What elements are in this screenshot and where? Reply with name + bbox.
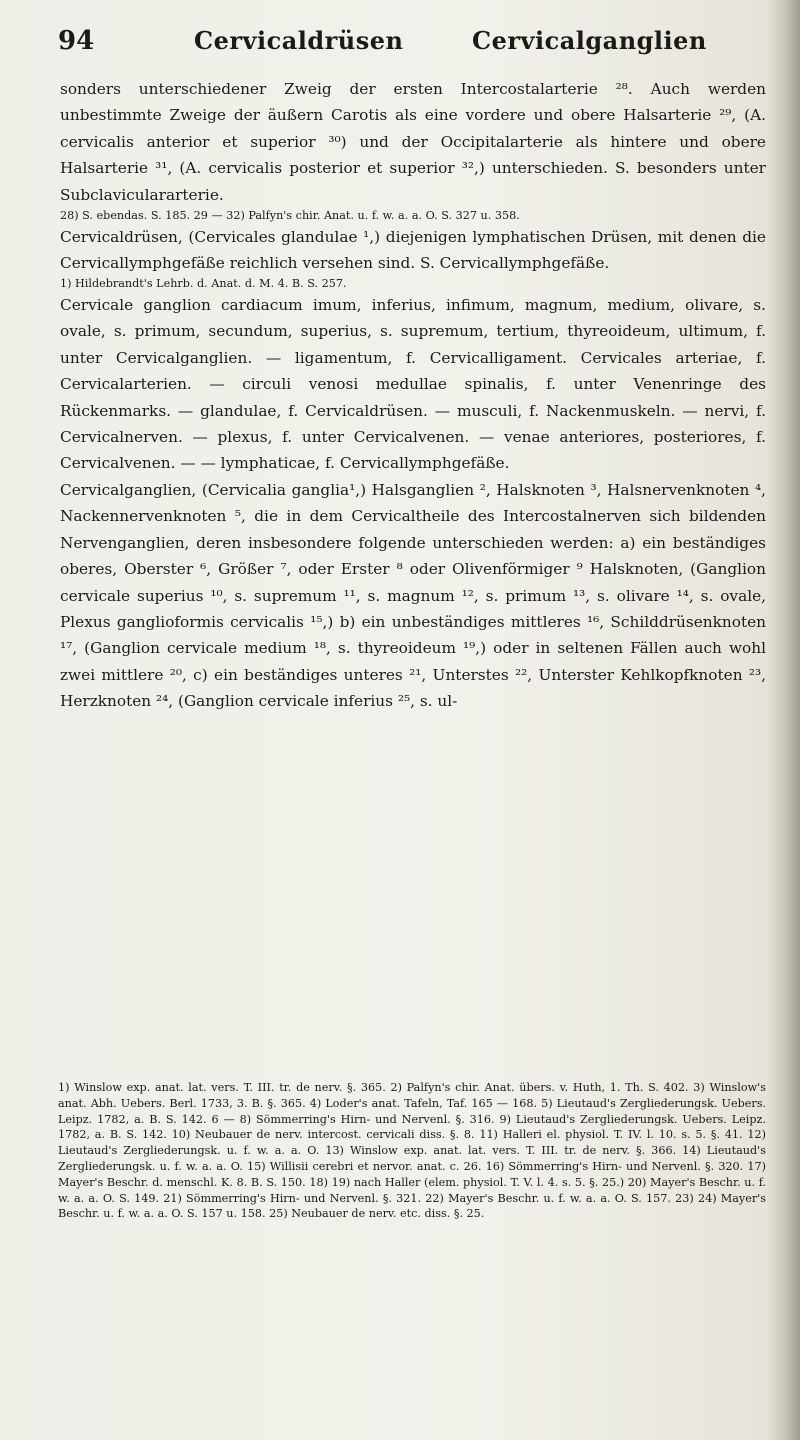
references-block-1: 28) S. ebendas. S. 185. 29 — 32) Palfyn's chir. Anat. u. f. w. a. a. O. S. 327 u. 358. xyxy=(60,209,520,223)
footnotes xyxy=(58,1080,766,1222)
entry-cervicalganglien: Cervicalganglien, (Cervicalia ganglia¹,) Halsganglien ², Halsknoten ³, Halsnervenknoten ⁴, Nackennervenknoten ⁵, die in dem Cervicaltheile des Intercostalnerven sich bildenden Nervenganglien, deren insbesondere folgende unterschieden werden: a) ein beständiges oberes, Oberster ⁶, Größer ⁷, oder Erster ⁸ oder Olivenförmiger ⁹ Halsknoten, (Ganglion cervicale superius ¹⁰, s. supremum ¹¹, s. magnum ¹², s. primum ¹³, s. olivare ¹⁴, s. ovale, Plexus ganglioformis cervicalis ¹⁵,) b) ein unbeständiges mittleres ¹⁶, Schilddrüsenknoten ¹⁷, (Ganglion cervicale medium ¹⁸, s. thyreoideum ¹⁹,) oder in seltenen Fällen auch wohl zwei mittlere ²⁰, c) ein beständiges unteres ²¹, Unterstes ²², Unterster Kehlkopfknoten ²³, Herzknoten ²⁴, (Ganglion cervicale inferius ²⁵, s. ul- xyxy=(60,480,766,711)
main-text xyxy=(60,76,766,715)
page-edge-shadow xyxy=(766,0,800,1440)
entry-cervicaldruesen: Cervicaldrüsen, (Cervicales glandulae ¹,) diejenigen lymphatischen Drüsen, mit denen die Cervicallymphgefäße reichlich versehen sind. S. Cervicallymphgefäße. xyxy=(60,227,766,273)
entry-cervicale-terms: Cervicale ganglion cardiacum imum, inferius, infimum, magnum, medium, olivare, s. ovale, s. primum, secundum, superius, s. supremum, tertium, thyreoideum, ultimum, f. unter Cervicalganglien. — ligamentum, f. Cervicalligament. Cervicales arteriae, f. Cervicalarterien. — circuli venosi medullae spinalis, f. unter Venenringe des Rückenmarks. — glandulae, f. Cervicaldrüsen. — musculi, f. Nackenmuskeln. — nervi, f. Cervicalnerven. — plexus, f. unter Cervicalvenen. — venae anteriores, posteriores, f. Cervicalvenen. — — lymphaticae, f. Cervicallymphgefäße. xyxy=(60,296,766,473)
references-block-2: 1) Hildebrandt's Lehrb. d. Anat. d. M. 4. B. S. 257. xyxy=(60,277,347,291)
page-number: 94 xyxy=(58,26,95,56)
paragraph-arteries: sonders unterschiedener Zweig der ersten Intercostalarterie ²⁸. Auch werden unbestimmte Zweige der äußern Carotis als eine vordere und obere Halsarterie ²⁹, (A. cervicalis anterior et superior ³⁰) und der Occipitalarterie als hintere und obere Halsarterie ³¹, (A. cervicalis posterior et superior ³²,) unterschieden. S. besonders unter Subclaviculararterie. xyxy=(60,80,766,204)
footnote-block: 1) Winslow exp. anat. lat. vers. T. III. tr. de nerv. §. 365. 2) Palfyn's chir. Anat. übers. v. Huth, 1. Th. S. 402. 3) Winslow's anat. Abh. Uebers. Berl. 1733, 3. B. §. 365. 4) Loder's anat. Tafeln, Taf. 165 — 168. 5) Lieutaud's Zergliederungsk. Uebers. Leipz. 1782, a. B. S. 142. 6 — 8) Sömmerring's Hirn- und Nervenl. §. 316. 9) Lieutaud's Zergliederungsk. Uebers. Leipz. 1782, a. B. S. 142. 10) Neubauer de nerv. intercost. cervicali diss. §. 8. 11) Halleri el. physiol. T. IV. l. 10. s. 5. §. 41. 12) Lieutaud's Zergliederungsk. u. f. w. a. a. O. 13) Winslow exp. anat. lat. vers. T. III. tr. de nerv. §. 366. 14) Lieutaud's Zergliederungsk. u. f. w. a. a. O. 15) Willisii cerebri et nervor. anat. c. 26. 16) Sömmerring's Hirn- und Nervenl. §. 320. 17) Mayer's Beschr. d. menschl. K. 8. B. S. 150. 18) 19) nach Haller (elem. physiol. T. V. l. 4. s. 5. §. 25.) 20) Mayer's Beschr. u. f. w. a. a. O. S. 149. 21) Sömmerring's Hirn- und Nervenl. §. 321. 22) Mayer's Beschr. u. f. w. a. a. O. S. 157. 23) 24) Mayer's Beschr. u. f. w. a. a. O. S. 157 u. 158. 25) Neubauer de nerv. etc. diss. §. 25. xyxy=(58,1081,766,1221)
running-head-right: Cervicalganglien xyxy=(472,26,707,55)
running-head-left: Cervicaldrüsen xyxy=(194,26,404,55)
page-header xyxy=(58,22,758,60)
